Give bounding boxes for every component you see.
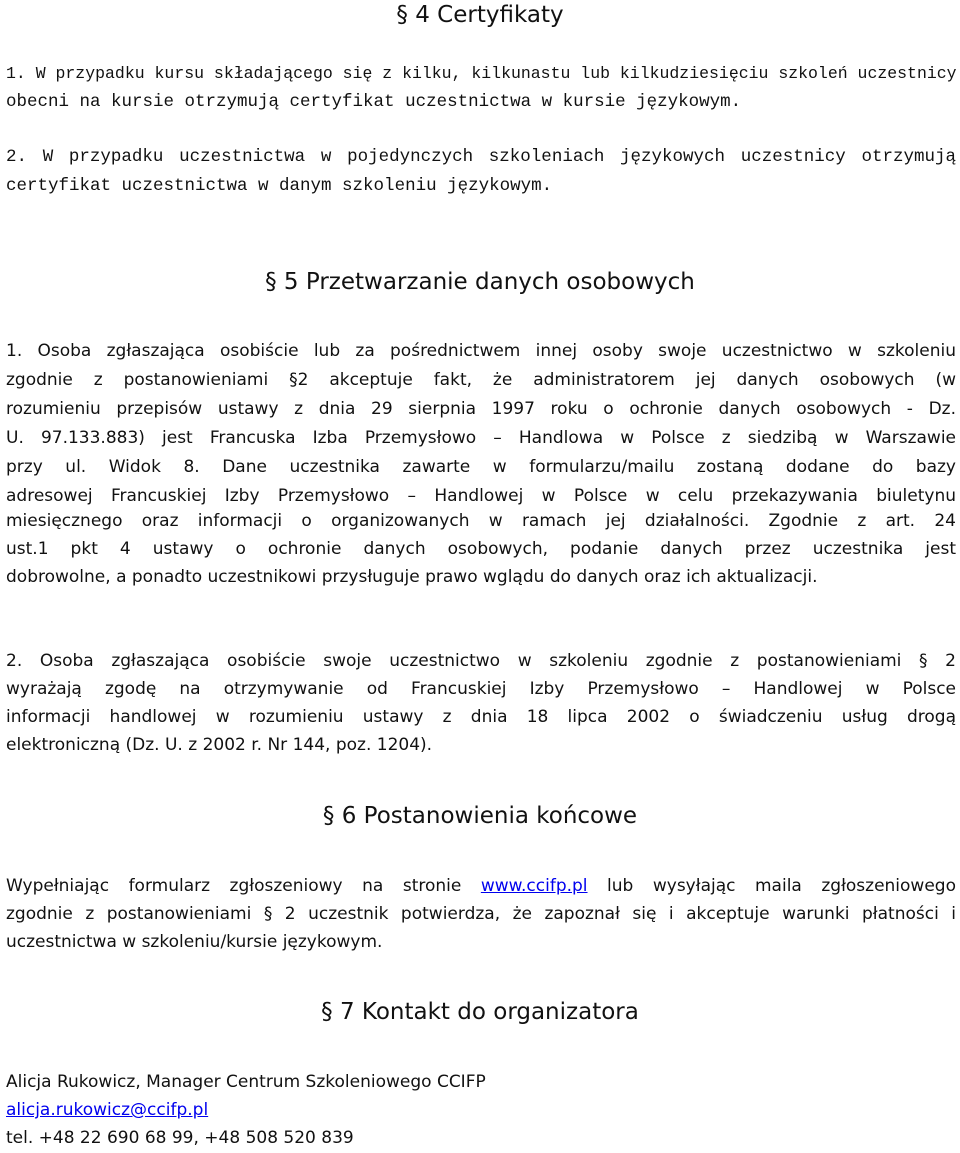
section5-item2-line: elektroniczną (Dz. U. z 2002 r. Nr 144, poz. 1204).	[6, 735, 433, 755]
section5-item1-line: miesięcznego oraz informacji o organizowanych w ramach jej działalności. Zgodnie z art. 24	[6, 511, 956, 531]
section5-item2-line: 2. Osoba zgłaszająca osobiście swoje uczestnictwo w szkoleniu zgodnie z postanowieniami § 2	[6, 651, 956, 671]
section4-item2-line1: 2. W przypadku uczestnictwa w pojedynczych szkoleniach językowych uczestnicy otrzymują	[6, 147, 956, 167]
section5-item1-line: dobrowolne, a ponadto uczestnikowi przysługuje prawo wglądu do danych oraz ich aktualizacji.	[6, 567, 818, 587]
contact-email-link[interactable]: alicja.rukowicz@ccifp.pl	[6, 1100, 209, 1120]
section6-line1	[6, 872, 956, 901]
contact-phone: tel. +48 22 690 68 99, +48 508 520 839	[6, 1128, 354, 1148]
section5-item1-line: przy ul. Widok 8. Dane uczestnika zawarte w formularzu/mailu zostaną dodane do bazy	[6, 457, 956, 477]
section5-item1-line: zgodnie z postanowieniami §2 akceptuje fakt, że administratorem jej danych osobowych (w	[6, 370, 956, 390]
section6-line1-before: Wypełniając formularz zgłoszeniowy na stronie	[6, 876, 481, 896]
section5-item1-line: adresowej Francuskiej Izby Przemysłowo – Handlowej w Polsce w celu przekazywania biuletynu	[6, 486, 956, 506]
section6-heading: § 6 Postanowienia końcowe	[322, 803, 638, 829]
section5-item1-line: ust.1 pkt 4 ustawy o ochronie danych osobowych, podanie danych przez uczestnika jest	[6, 539, 956, 559]
contact-name: Alicja Rukowicz, Manager Centrum Szkoleniowego CCIFP	[6, 1072, 486, 1092]
section6-line3: uczestnictwa w szkoleniu/kursie językowym.	[6, 932, 383, 952]
section4-item1-line1: 1. W przypadku kursu składającego się z kilku, kilkunastu lub kilkudziesięciu szkoleń uczestnicy	[6, 64, 957, 83]
section5-item2-line: informacji handlowej w rozumieniu ustawy z dnia 18 lipca 2002 o świadczeniu usług drogą	[6, 707, 956, 727]
section5-item2-line: wyrażają zgodę na otrzymywanie od Francuskiej Izby Przemysłowo – Handlowej w Polsce	[6, 679, 956, 699]
section6-line2: zgodnie z postanowieniami § 2 uczestnik potwierdza, że zapoznał się i akceptuje warunki płatności i	[6, 904, 956, 924]
section4-heading: § 4 Certyfikaty	[396, 2, 564, 28]
ccifp-website-link[interactable]: www.ccifp.pl	[480, 876, 588, 896]
section6-line1-after: lub wysyłając maila zgłoszeniowego	[587, 876, 956, 896]
section5-item1-line: 1. Osoba zgłaszająca osobiście lub za pośrednictwem innej osoby swoje uczestnictwo w szkoleniu	[6, 341, 956, 361]
section5-item1-line: rozumieniu przepisów ustawy z dnia 29 sierpnia 1997 roku o ochronie danych osobowych - Dz.	[6, 399, 956, 419]
section5-heading: § 5 Przetwarzanie danych osobowych	[265, 269, 695, 295]
section5-item1-line: U. 97.133.883) jest Francuska Izba Przemysłowo – Handlowa w Polsce z siedzibą w Warszawie	[6, 428, 956, 448]
section4-item2-line2: certyfikat uczestnictwa w danym szkoleniu językowym.	[6, 176, 553, 196]
section7-heading: § 7 Kontakt do organizatora	[321, 999, 639, 1025]
section4-item1-line2: obecni na kursie otrzymują certyfikat uczestnictwa w kursie językowym.	[6, 92, 742, 112]
